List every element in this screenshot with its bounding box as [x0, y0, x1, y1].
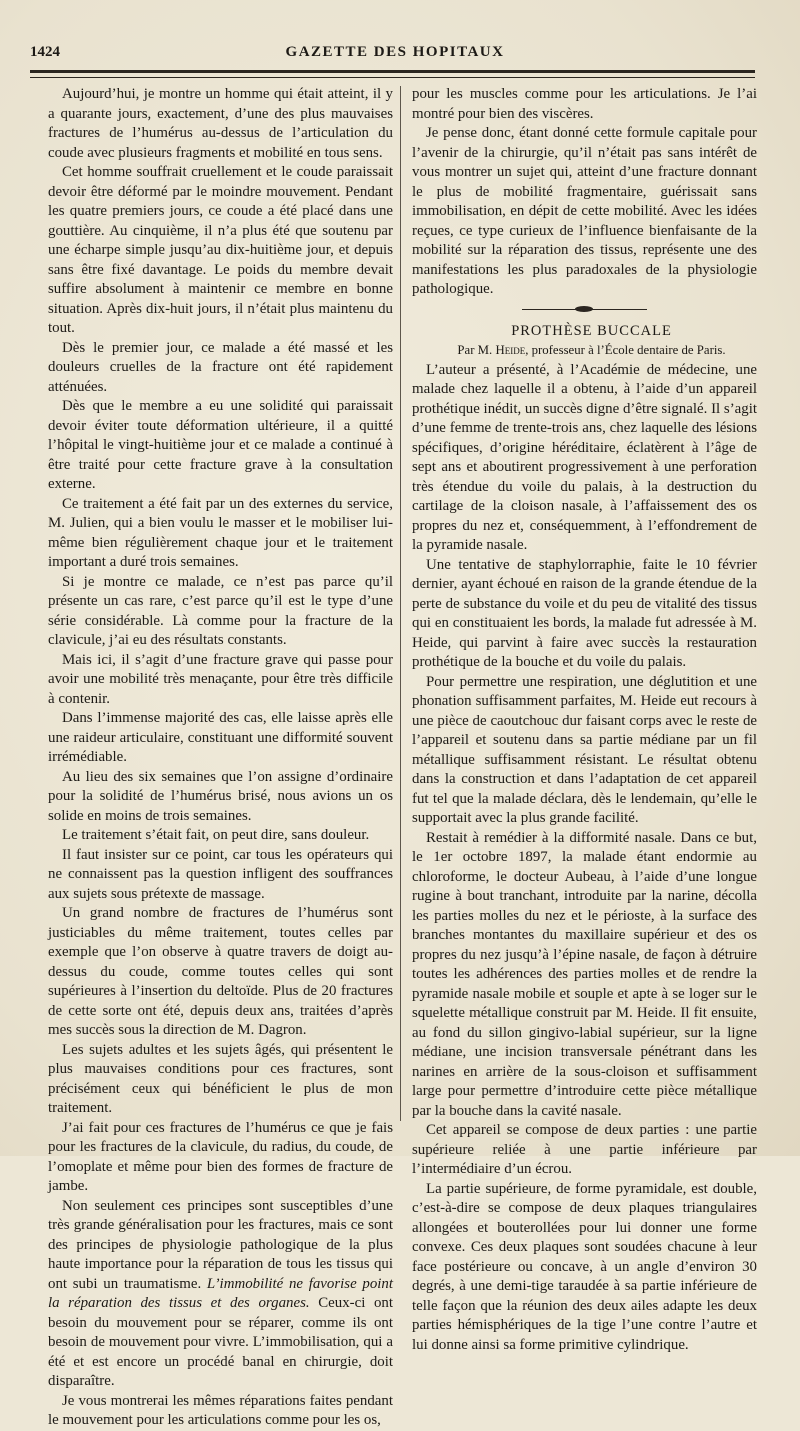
paragraph: La partie supérieure, de forme pyramidale, est double, c’est-à-dire se compose de deux plaques triangulaires allongées et bouterollées pour lui donner une forme convexe. Ces deux plaques sont soudées chacune à leur face postérieure ou concave, à un angle d’environ 30 degrés, à une demi-tige taraudée à sa partie inférieure de telle façon que la réunion des deux ailes adapte les deux parties hémisphériques de la tige l’une contre l’autre et lui donne ainsi sa forme primitive cylindrique. — [412, 1180, 757, 1353]
header-rule-thin — [30, 77, 755, 78]
paragraph-text: Non seulement ces principes sont susceptibles d’une très grande généralisation pour les fractures, mais ce sont des principes de physiologie pathologique de la plus haute importance pour la réparation de tous les tissus qui ont subi un traumatisme. — [48, 1197, 393, 1292]
header-rule — [30, 70, 755, 73]
paragraph: Je pense donc, étant donné cette formule capitale pour l’avenir de la chirurgie, qu’il n’était pas sans intérêt de vous montrer un sujet qui, atteint d’une fracture donnant le plus de mobilité fragmentaire, guérissait sans immobilisation, en dépit de cette mobilité. Avec les idées reçues, ce type curieux de l’influence bienfaisante de la mobilité sur la réparation des tissus, représente une des manifestations les plus paradoxales de la physiologie pathologique. — [412, 125, 757, 297]
section-title: PROTHÈSE BUCCALE — [511, 322, 672, 339]
paragraph: Le traitement s’était fait, on peut dire, sans douleur. — [62, 827, 370, 843]
paragraph: Je vous montrerai les mêmes réparations faites pendant le mouvement pour les articulations comme pour les os, — [48, 1392, 393, 1428]
paragraph: Cet homme souffrait cruellement et le coude paraissait devoir être déformé par le moindre mouvement. Pendant les quatre premiers jours, ce coude a été placé dans une gouttière. Au cinquième, il n’a plus été que soutenu par une écharpe simple jusqu’au dix-huitième jour, et depuis sans être fixé davantage. Le poids du membre devait suffire absolument à maintenir ce membre en bonne situation. Après dix-huit jours, il n’était plus maintenu du tout. — [48, 164, 393, 336]
paragraph-text: Ceux-ci ont besoin du mouvement pour se réparer, comme ils ont besoin de mouvement pour vivre. L’immobilisation, qui a été et est encore un procédé banal en chirurgie, doit disparaître. — [48, 1295, 393, 1389]
right-column — [412, 85, 757, 1355]
page-number: 1424 — [30, 44, 60, 60]
paragraph: Pour permettre une respiration, une déglutition et une phonation suffisamment parfaites, M. Heide eut recours à une pièce de caoutchouc dur faisant corps avec le reste de l’appareil et soutenu dans sa partie médiane par un fil métallique suffisamment résistant. Le résultat obtenu dans la construction et dans l’adaptation de cet appareil fut tel que la malade déclara, dès le lendemain, qu’elle le supportait avec la plus grande facilité. — [412, 673, 757, 826]
section-separator — [412, 300, 757, 322]
byline-suffix: , professeur à l’École dentaire de Paris. — [525, 343, 726, 357]
paragraph: J’ai fait pour ces fractures de l’humérus ce que je fais pour les fractures de la clavicule, du radius, du coude, de l’omoplate et même pour bien des formes de fracture de jambe. — [48, 1119, 393, 1194]
journal-title: GAZETTE DES HOPITAUX — [285, 44, 505, 60]
paragraph: Dans l’immense majorité des cas, elle laisse après elle une raideur articulaire, constituant une difformité souvent irrémédiable. — [48, 710, 393, 765]
byline — [412, 341, 757, 361]
paragraph: Au lieu des six semaines que l’on assigne d’ordinaire pour la solidité de l’humérus brisé, nous avions un os solide en moins de trois semaines. — [48, 768, 393, 824]
left-column — [48, 85, 393, 1431]
paragraph: Mais ici, il s’agit d’une fracture grave qui passe pour avoir une mobilité très menaçante, pour être très difficile à contenir. — [48, 651, 393, 707]
paragraph: Les sujets adultes et les sujets âgés, qui présentent le plus mauvaises conditions pour ces fractures, sont précisément ceux qui bénéficient le plus de mon traitement. — [48, 1041, 393, 1116]
paragraph: L’auteur a présenté, à l’Académie de médecine, une malade chez laquelle il a obtenu, à l’aide d’un appareil prothétique inédit, un succès digne d’être signalé. Il s’agit d’une femme de trente-trois ans, chez laquelle des lésions spécifiques, d’origine héréditaire, éclatèrent à l’âge de sept ans et aboutirent progressivement à une perforation très étendue du voile du palais, à la destruction du cartilage de la cloison nasale, à l’affaissement des os propres du nez et, conséquemment, à l’effondrement de la pyramide nasale. — [412, 361, 757, 553]
paragraph: Dès le premier jour, ce malade a été massé et les douleurs cruelles de la fracture ont été rapidement atténuées. — [48, 339, 393, 395]
paragraph: Restait à remédier à la difformité nasale. Dans ce but, le 1er octobre 1897, la malade étant endormie au chloroforme, le docteur Aubeau, à l’aide d’une longue rugine à bout tranchant, introduite par la narine, décolla les parties molles du nez et le périoste, à la surface des branches montantes du maxillaire supérieur et des os propres du nez jusqu’à l’épine nasale, de façon à détruire toutes les adhérences des parties molles et de rendre la pyramide nasale mobile et souple et apte à se loger sur le squelette métallique construit par M. Heide. Il fit ensuite, au fond du sillon gingivo-labial supérieur, sur la ligne médiane, une incision transversale pénétrant dans les narines en arrière de la sous-cloison et suffisamment large pour permettre d’introduire cette pièce métallique par la bouche dans la cavité nasale. — [412, 829, 757, 1119]
column-divider — [400, 86, 401, 1121]
paragraph: Cet appareil se compose de deux parties : une partie supérieure reliée à une partie inférieure par l’intermédiaire d’un écrou. — [412, 1122, 757, 1177]
paragraph: Un grand nombre de fractures de l’humérus sont justiciables du même traitement, toutes celles par exemple que l’on observe à quatre travers de doigt au-dessus du coude, comme toutes celles qui sont supérieures à l’insertion du deltoïde. Plus de 20 fractures de cette sorte ont été, depuis deux ans, traitées d’après mes succès sous la direction de M. Dagron. — [48, 905, 393, 1038]
italic-statement: L’immobilité ne favorise point la réparation des tissus et des organes. — [48, 1275, 393, 1311]
paragraph: Une tentative de staphylorraphie, faite le 10 février dernier, ayant échoué en raison de la grande étendue de la perte de substance du voile et du peu de vitalité des tissus qui en constituaient les bords, la malade fut adressée à M. Heide, qui parvint à faire avec succès la restauration prothétique de la bouche et du voile du palais. — [412, 556, 757, 670]
paragraph: Ce traitement a été fait par un des externes du service, M. Julien, qui a bien voulu le masser et le mobiliser lui-même bien régulièrement chaque jour et le traitement important a duré trois semaines. — [48, 495, 393, 570]
paragraph — [48, 1197, 393, 1392]
page-header — [30, 44, 760, 64]
author-name: Heide — [495, 343, 526, 357]
paragraph: pour les muscles comme pour les articulations. Je l’ai montré pour bien des viscères. — [412, 86, 757, 122]
paragraph: Si je montre ce malade, ce n’est pas parce qu’il présente un cas rare, c’est parce qu’il est le type d’une série considérable. Là comme pour la fracture de la clavicule, j’ai eu des résultats constants. — [48, 573, 393, 648]
separator-ornament — [575, 306, 593, 312]
byline-prefix: Par M. — [457, 343, 493, 357]
paragraph: Dès que le membre a eu une solidité qui paraissait devoir éviter toute déformation ultérieure, il a quitté l’hôpital le vingt-huitième jour et ce malade a continué à être traité pour cette fracture grave à la consultation externe. — [48, 398, 393, 492]
paragraph: Aujourd’hui, je montre un homme qui était atteint, il y a quarante jours, exactement, d’une des plus mauvaises fractures de l’humérus au-dessus de l’articulation du coude avec plusieurs fragments et mobilité en tous sens. — [48, 86, 393, 161]
paragraph: Il faut insister sur ce point, car tous les opérateurs qui ne connaissent pas la question infligent des souffrances aux sujets sous prétexte de massage. — [48, 846, 393, 902]
